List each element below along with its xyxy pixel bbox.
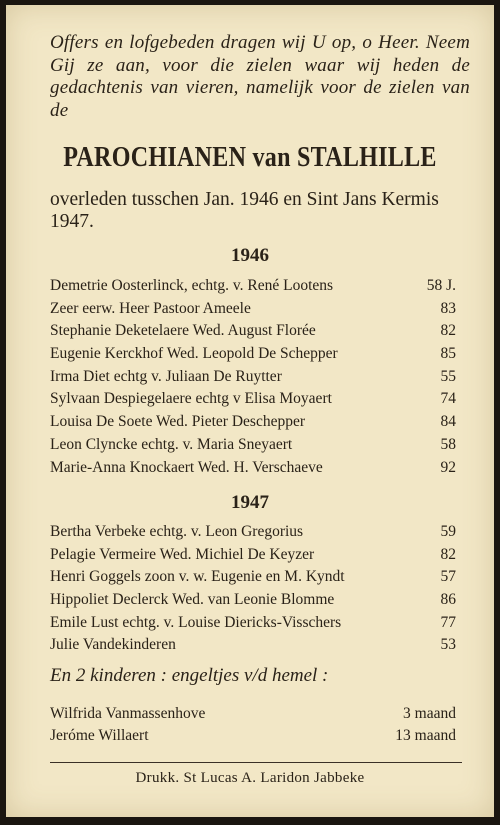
deceased-name: Stephanie Deketelaere Wed. August Florée: [50, 322, 316, 340]
deceased-name: Henri Goggels zoon v. w. Eugenie en M. Kyndt: [50, 568, 345, 586]
list-item: [50, 459, 456, 482]
year-heading-1946: 1946: [231, 245, 269, 266]
child-name: Wilfrida Vanmassenhove: [50, 705, 206, 722]
child-age: 3 maand: [403, 705, 456, 722]
deceased-age: 57: [440, 568, 456, 586]
deceased-age: 83: [440, 299, 456, 317]
list-item: [50, 614, 456, 637]
child-age: 13 maand: [395, 727, 456, 744]
list-item: [50, 300, 456, 323]
deceased-age: 85: [440, 345, 456, 363]
deceased-name: Bertha Verbeke echtg. v. Leon Gregorius: [50, 523, 304, 540]
list-item: [50, 368, 456, 391]
list-item: [50, 413, 456, 436]
deceased-name: Demetrie Oosterlinck, echtg. v. René Lootens: [50, 277, 334, 294]
printer-imprint: Drukk. St Lucas A. Laridon Jabbeke: [135, 770, 365, 786]
deceased-age: 55: [440, 367, 456, 385]
deceased-age: 92: [440, 458, 456, 476]
deceased-name: Sylvaan Despiegelaere echtg v Elisa Moyaert: [50, 390, 332, 408]
list-item: [50, 546, 456, 569]
deceased-age: 84: [440, 413, 456, 431]
card-subtitle: overleden tusschen Jan. 1946 en Sint Jans Kermis 1947.: [50, 189, 439, 232]
deceased-age: 82: [440, 322, 456, 340]
list-item: [50, 436, 456, 459]
deceased-name: Eugenie Kerckhof Wed. Leopold De Schepper: [50, 345, 338, 363]
list-item: [50, 705, 456, 727]
deceased-name: Pelagie Vermeire Wed. Michiel De Keyzer: [50, 545, 315, 563]
deceased-name: Hippoliet Declerck Wed. van Leonie Blomme: [50, 591, 335, 609]
year-heading-1947: 1947: [231, 492, 269, 513]
deceased-age: 77: [440, 613, 456, 631]
intro-prayer: Offers en lofgebeden dragen wij U op, o Heer. Neem Gij ze aan, voor die zielen waar wij heden de gedachtenis van vieren, namelijk voor de zielen van de: [50, 32, 470, 121]
deceased-age: 59: [440, 523, 456, 540]
deceased-name: Irma Diet echtg v. Juliaan De Ruytter: [50, 367, 282, 385]
deceased-age: 86: [440, 591, 456, 609]
deceased-list-1946: [50, 277, 456, 481]
list-item: [50, 390, 456, 413]
deceased-list-1947: [50, 523, 456, 659]
deceased-name: Leon Clyncke echtg. v. Maria Sneyaert: [50, 435, 293, 453]
list-item: [50, 568, 456, 591]
list-item: [50, 277, 456, 300]
divider: [50, 762, 462, 763]
deceased-name: Louisa De Soete Wed. Pieter Deschepper: [50, 413, 305, 431]
deceased-name: Emile Lust echtg. v. Louise Diericks-Visschers: [50, 613, 342, 631]
children-list: [50, 705, 456, 749]
list-item: [50, 591, 456, 614]
deceased-name: Julie Vandekinderen: [50, 636, 176, 654]
children-heading: En 2 kinderen : engeltjes v/d hemel :: [50, 665, 329, 686]
deceased-name: Marie-Anna Knockaert Wed. H. Verschaeve: [50, 458, 323, 476]
deceased-age: 74: [440, 390, 456, 408]
list-item: [50, 636, 456, 659]
list-item: [50, 523, 456, 546]
deceased-age: 82: [440, 545, 456, 563]
memorial-card: [6, 5, 494, 817]
deceased-age: 53: [440, 636, 456, 654]
deceased-name: Zeer eerw. Heer Pastoor Ameele: [50, 299, 251, 317]
deceased-age: 58 J.: [426, 277, 456, 294]
list-item: [50, 322, 456, 345]
card-title: PAROCHIANEN van STALHILLE: [63, 142, 437, 173]
deceased-age: 58: [440, 435, 456, 453]
list-item: [50, 345, 456, 368]
child-name: Jeróme Willaert: [50, 727, 149, 744]
list-item: [50, 727, 456, 749]
